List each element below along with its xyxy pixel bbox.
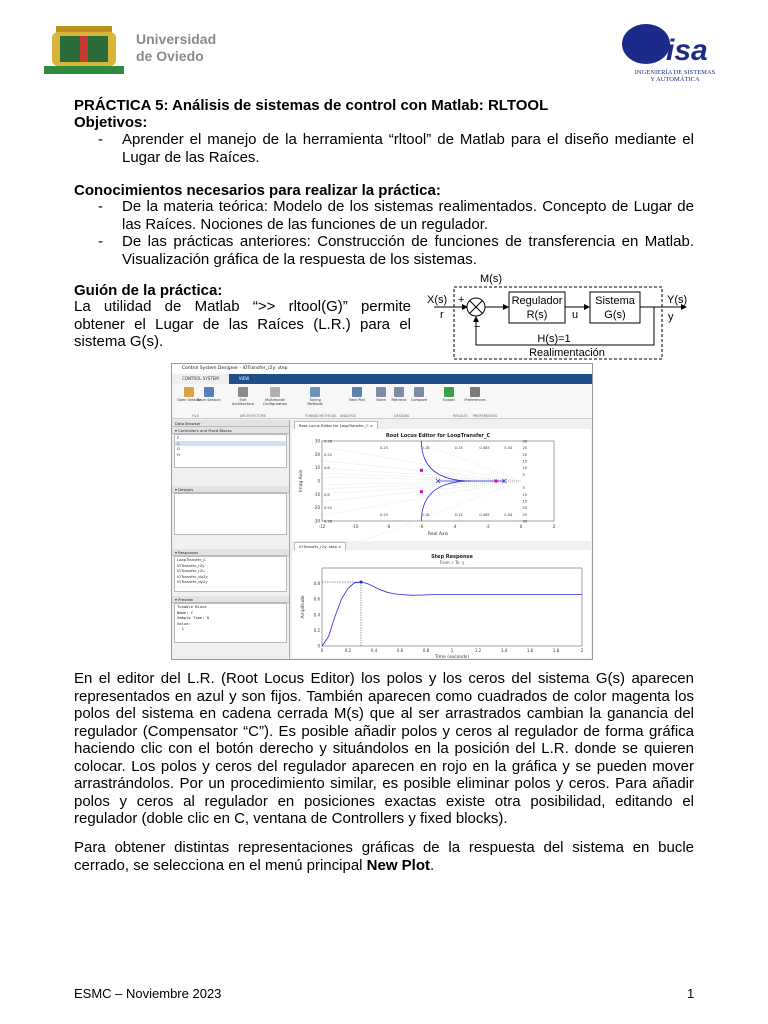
toolbar-tuning-methods-button[interactable] — [302, 386, 328, 406]
block-diagram — [424, 270, 696, 362]
new-plot-emphasis: New Plot — [366, 856, 431, 874]
input-label: X(s) — [427, 294, 448, 306]
step-title: Step Response — [431, 554, 473, 560]
step-y-tick: 0.8 — [313, 581, 320, 587]
system-label: Sistema — [595, 295, 635, 307]
folder-icon — [184, 387, 194, 397]
rl-frequency-label: 30 — [522, 519, 528, 524]
step-response-plot[interactable] — [292, 550, 591, 658]
designs-list — [174, 493, 287, 535]
signal-u: u — [572, 309, 579, 321]
toolbar-export-button[interactable] — [436, 386, 462, 402]
rl-damping-top: 0.04 — [504, 446, 513, 450]
responses-heading-text: Responses — [178, 550, 199, 555]
section-label: TUNING METHODS — [305, 414, 337, 418]
plus-sign: + — [458, 294, 465, 306]
rl-y-tick: 30 — [314, 438, 320, 444]
controller-item[interactable]: H — [177, 451, 180, 457]
controller-item[interactable]: C — [175, 441, 286, 447]
preview-heading-text: Preview — [178, 597, 193, 602]
toolbar-label: Retrieve — [391, 398, 407, 402]
rl-damping-label: 0.52 — [324, 506, 333, 511]
compare-icon — [414, 387, 424, 397]
save-icon — [204, 387, 214, 397]
toolbar-save-session-button[interactable] — [196, 386, 222, 402]
knowledge-item-text: De la materia teórica: Modelo de los sistemas realimentados. Concepto de Lugar de las Raíces. Nociones de las funciones de un regulador. — [122, 198, 694, 233]
objectives-heading: Objetivos: — [74, 114, 148, 131]
minus-sign: − — [474, 321, 481, 333]
rl-closed-loop-pole — [495, 480, 498, 483]
step-x-tick: 1.4 — [500, 648, 508, 653]
knowledge-heading: Conocimientos necesarios para realizar la práctica: — [74, 182, 441, 199]
step-x-tick: 0.2 — [344, 648, 352, 653]
architecture-icon — [238, 387, 248, 397]
step-y-label: Amplitude — [301, 595, 306, 619]
input-var: r — [440, 309, 444, 321]
toolbar-label: Export — [443, 398, 455, 402]
isa-logo — [610, 22, 740, 84]
section-label: RESULTS — [453, 414, 468, 418]
page-title: PRÁCTICA 5: Análisis de sistemas de control con Matlab: RLTOOL — [74, 97, 549, 114]
rl-y-tick: 10 — [314, 465, 320, 471]
rl-x-label: Real Axis — [427, 532, 449, 537]
objective-item-text: Aprender el manejo de la herramienta “rltool” de Matlab para el diseño mediante el Lugar de las Raíces. — [122, 131, 694, 166]
toolbar-compare-button[interactable] — [406, 386, 432, 402]
root-locus-plot[interactable] — [292, 429, 591, 541]
toolbar-label: Multimodel Configuration — [262, 398, 288, 406]
designs-heading-text: Designs — [178, 487, 194, 492]
toolbar-label: Compare — [410, 398, 428, 402]
responses-list — [174, 556, 287, 592]
step-x-tick: 0.8 — [422, 648, 430, 653]
toolbar-edit-architecture-button[interactable] — [230, 386, 256, 406]
rl-damping-bottom: 0.25 — [380, 513, 389, 517]
system-tf: G(s) — [604, 309, 626, 321]
designs-heading[interactable]: ▾ Designs — [172, 486, 289, 493]
step-x-tick: 2 — [580, 648, 584, 653]
rl-x-tick: -10 — [351, 524, 359, 529]
rl-frequency-label: 10 — [522, 466, 528, 471]
toolbar-label: Preferences — [464, 398, 486, 402]
toolbar-new-plot-button[interactable] — [344, 386, 370, 402]
rl-y-tick: 0 — [317, 478, 320, 484]
root-locus-panel[interactable] — [292, 429, 591, 541]
controllers-heading[interactable]: ▾ Controllers and Fixed Blocks — [172, 427, 289, 434]
toolbar-label: New Plot — [349, 398, 365, 402]
rl-damping-label: 0.8 — [324, 492, 330, 497]
tab-step-label: IOTransfer_r2y: step — [299, 544, 337, 549]
store-icon — [376, 387, 386, 397]
step-x-tick: 1.8 — [552, 648, 560, 653]
rl-closed-loop-pole — [420, 469, 423, 472]
gear-icon — [470, 387, 480, 397]
rl-y-tick: -30 — [313, 518, 320, 524]
toolbar-label: Open Session — [176, 398, 202, 402]
rl-damping-label: 0.52 — [324, 452, 333, 457]
objective-item: - Aprender el manejo de la herramienta “rltool” de Matlab para el diseño mediante el Lugar de las Raíces. — [98, 131, 694, 166]
controllers-heading-text: Controllers and Fixed Blocks — [178, 428, 232, 433]
rl-damping-bottom: 0.085 — [479, 513, 490, 517]
rl-damping-bottom: 0.13 — [454, 513, 463, 517]
footer-date: ESMC – Noviembre 2023 — [74, 986, 222, 1001]
isa-logo-text: isa — [666, 34, 708, 67]
controller-tf: R(s) — [526, 309, 548, 321]
preview-line: 1 — [177, 626, 184, 631]
rl-x-tick: -2 — [485, 524, 490, 529]
rl-y-tick: 20 — [314, 451, 320, 457]
feedback-tf: H(s)=1 — [537, 333, 571, 345]
rl-damping-bottom: 0.18 — [421, 513, 430, 517]
rl-x-tick: -8 — [386, 524, 391, 529]
matlab-screenshot — [171, 363, 593, 660]
step-y-tick: 0.6 — [313, 596, 320, 602]
controller-item[interactable]: G — [177, 446, 180, 451]
paragraph-new-plot — [74, 839, 694, 874]
rl-frequency-label: 30 — [522, 439, 528, 444]
toolbar-label: Edit Architecture — [231, 398, 254, 406]
tuning-icon — [310, 387, 320, 397]
isa-line1: INGENIERÍA DE SISTEMAS — [634, 69, 716, 76]
rl-y-tick: -10 — [313, 491, 320, 497]
toolbar-preferences-button[interactable] — [462, 386, 488, 402]
feedback-label: Realimentación — [529, 347, 605, 359]
section-label: PREFERENCES — [473, 414, 498, 418]
controllers-list — [174, 434, 287, 468]
step-x-tick: 1.6 — [526, 648, 534, 653]
rl-damping-top: 0.25 — [380, 446, 389, 450]
step-y-tick: 0 — [317, 643, 320, 649]
export-icon — [444, 387, 454, 397]
controller-item[interactable]: F — [177, 435, 180, 440]
rl-x-tick: 2 — [552, 524, 556, 529]
preview-box — [174, 603, 287, 643]
rl-frequency-label: 25 — [522, 446, 528, 451]
knowledge-item: - De la materia teórica: Modelo de los sistemas realimentados. Concepto de Lugar de las Raíces. Nociones de las funciones de un regulador. — [98, 198, 694, 233]
preview-line: Value: — [177, 620, 191, 626]
response-item[interactable]: IOTransfer_r2y — [177, 562, 205, 568]
closed-loop-label: M(s) — [480, 273, 502, 285]
step-x-tick: 1 — [450, 648, 454, 653]
toolbar-multimodel-configuration-button[interactable] — [262, 386, 288, 406]
retrieve-icon — [394, 387, 404, 397]
toolbar-label: Store — [376, 398, 386, 402]
preview-line: Name: C — [177, 609, 194, 615]
step-x-tick: 0.4 — [370, 648, 378, 653]
output-var: y — [668, 311, 674, 323]
preview-line: Sample Time: 0 — [177, 615, 210, 620]
rl-frequency-label: 5 — [522, 486, 525, 491]
rl-frequency-label: 15 — [522, 499, 528, 504]
step-x-tick: 0 — [320, 648, 324, 653]
guide-text: La utilidad de Matlab “>> rltool(G)” permite obtener el Lugar de las Raíces (L.R.) para el sistema G(s). — [74, 298, 411, 350]
tab-control-system[interactable]: CONTROL SYSTEM — [172, 374, 229, 384]
rl-frequency-label: 15 — [522, 459, 528, 464]
tab-root-locus-label: Root Locus Editor for LoopTransfer_C — [299, 423, 369, 428]
step-x-tick: 1.2 — [474, 648, 482, 653]
knowledge-item-text: De las prácticas anteriores: Construcción de funciones de transferencia en Matlab. Visualización gráfica de la respuesta de los sistemas. — [122, 233, 694, 268]
rl-damping-top: 0.13 — [454, 446, 463, 450]
rl-frequency-label: 20 — [522, 506, 528, 511]
matlab-ribbon-tabs — [172, 374, 592, 384]
rl-frequency-label: 5 — [522, 472, 525, 477]
objectives-list — [74, 131, 694, 166]
step-y-tick: 0.2 — [313, 627, 320, 633]
rl-x-tick: -12 — [318, 524, 326, 529]
response-item[interactable]: LoopTransfer_C — [177, 557, 206, 562]
step-subtitle: From: r To: y — [439, 560, 465, 565]
step-axes-box — [322, 568, 582, 646]
tab-view[interactable]: VIEW — [238, 376, 250, 381]
section-label: ARCHITECTURE — [240, 414, 267, 418]
page-number: 1 — [687, 986, 695, 1001]
university-name — [136, 31, 216, 65]
rl-frequency-label: 25 — [522, 512, 528, 517]
rl-title: Root Locus Editor for LoopTransfer_C — [385, 433, 491, 439]
section-label: DESIGNS — [394, 414, 410, 418]
rl-frequency-label: 20 — [522, 452, 528, 457]
knowledge-list — [74, 198, 694, 268]
response-item[interactable]: IOTransfer_dy2y — [177, 579, 208, 584]
rl-damping-label: 0.38 — [324, 439, 333, 444]
paragraph-root-locus: En el editor del L.R. (Root Locus Editor) los polos y los ceros del sistema G(s) aparecen representados en azul y son fijos. También aparecen como cuadrados de color magenta los polos del sistema en cadena cerrada M(s) que al ser arrastrados cambian la ganancia del regulador (Compensator “C”). Es posible añadir polos y ceros al regulador de forma gráfica haciendo clic con el botón derecho y situándolos en la posición del L.R. donde se quieren colocar. Los polos y ceros del regulador aparecen en rojo en la gráfica y se pueden mover arrastrándolos. Por un procedimiento similar, es posible eliminar polos y ceros. Para añadir polos y ceros al regulador en posiciones exactas existe otra posibilidad, editando el regulador (doble clic en C, ventana de Controllers y fixed blocks). — [74, 670, 694, 827]
data-browser-title: Data Browser — [172, 420, 289, 427]
paragraph-end: . — [430, 856, 435, 874]
step-peak-marker — [359, 580, 362, 583]
rl-frequency-label: 10 — [522, 492, 528, 497]
isa-line2: Y AUTOMÁTICA — [650, 76, 700, 83]
response-item[interactable]: IOTransfer_r2u — [177, 568, 205, 573]
university-crest — [38, 22, 130, 78]
rl-damping-top: 0.085 — [479, 446, 490, 450]
controller-label: Regulador — [511, 295, 563, 307]
response-item[interactable]: IOTransfer_du2y — [177, 573, 208, 579]
rl-damping-bottom: 0.04 — [504, 513, 513, 517]
knowledge-item: - De las prácticas anteriores: Construcción de funciones de transferencia en Matlab. Visualización gráfica de la respuesta de los sistemas. — [98, 233, 694, 268]
section-label: FILE — [192, 414, 199, 418]
section-label: ANALYSIS — [340, 414, 356, 418]
guide-heading: Guión de la práctica: — [74, 282, 223, 299]
matlab-toolstrip — [172, 384, 592, 419]
paragraph-new-plot-text: Para obtener distintas representaciones gráficas de la respuesta del sistema en bucle cerrado, se selecciona en el menú principal — [74, 839, 694, 874]
rl-closed-loop-pole — [420, 490, 423, 493]
new-plot-icon — [352, 387, 362, 397]
toolbar-label: Save Session — [197, 398, 221, 402]
multimodel-icon — [270, 387, 280, 397]
rl-damping-label: 0.38 — [324, 519, 333, 524]
step-x-tick: 0.6 — [396, 648, 404, 653]
responses-heading[interactable]: ▾ Responses — [172, 549, 289, 556]
rl-damping-top: 0.18 — [421, 446, 430, 450]
step-response-panel[interactable] — [292, 550, 591, 658]
matlab-window-title: Control System Designer - IOTransfer_r2y: step — [172, 364, 592, 374]
toolbar-label: Tuning Methods — [307, 398, 323, 406]
rl-damping-label: 0.8 — [324, 466, 330, 471]
step-x-label: Time (seconds) — [434, 655, 470, 658]
step-y-tick: 0.4 — [313, 612, 320, 618]
preview-line: Tunable Block — [177, 604, 207, 609]
rl-y-tick: -20 — [313, 505, 320, 511]
rl-x-tick: -6 — [419, 524, 424, 529]
university-line2: de Oviedo — [136, 48, 204, 64]
preview-heading[interactable]: ▾ Preview — [172, 596, 289, 603]
matlab-left-pane — [172, 420, 290, 659]
rl-x-tick: -4 — [452, 524, 457, 529]
rl-x-tick: 0 — [519, 524, 523, 529]
rl-y-label: Imag Axis — [299, 469, 304, 493]
tab-step-response[interactable]: IOTransfer_r2y: step × — [294, 542, 346, 550]
output-label: Y(s) — [667, 294, 688, 306]
university-line1: Universidad — [136, 31, 217, 47]
tab-root-locus[interactable]: Root Locus Editor for LoopTransfer_C × — [294, 421, 378, 429]
